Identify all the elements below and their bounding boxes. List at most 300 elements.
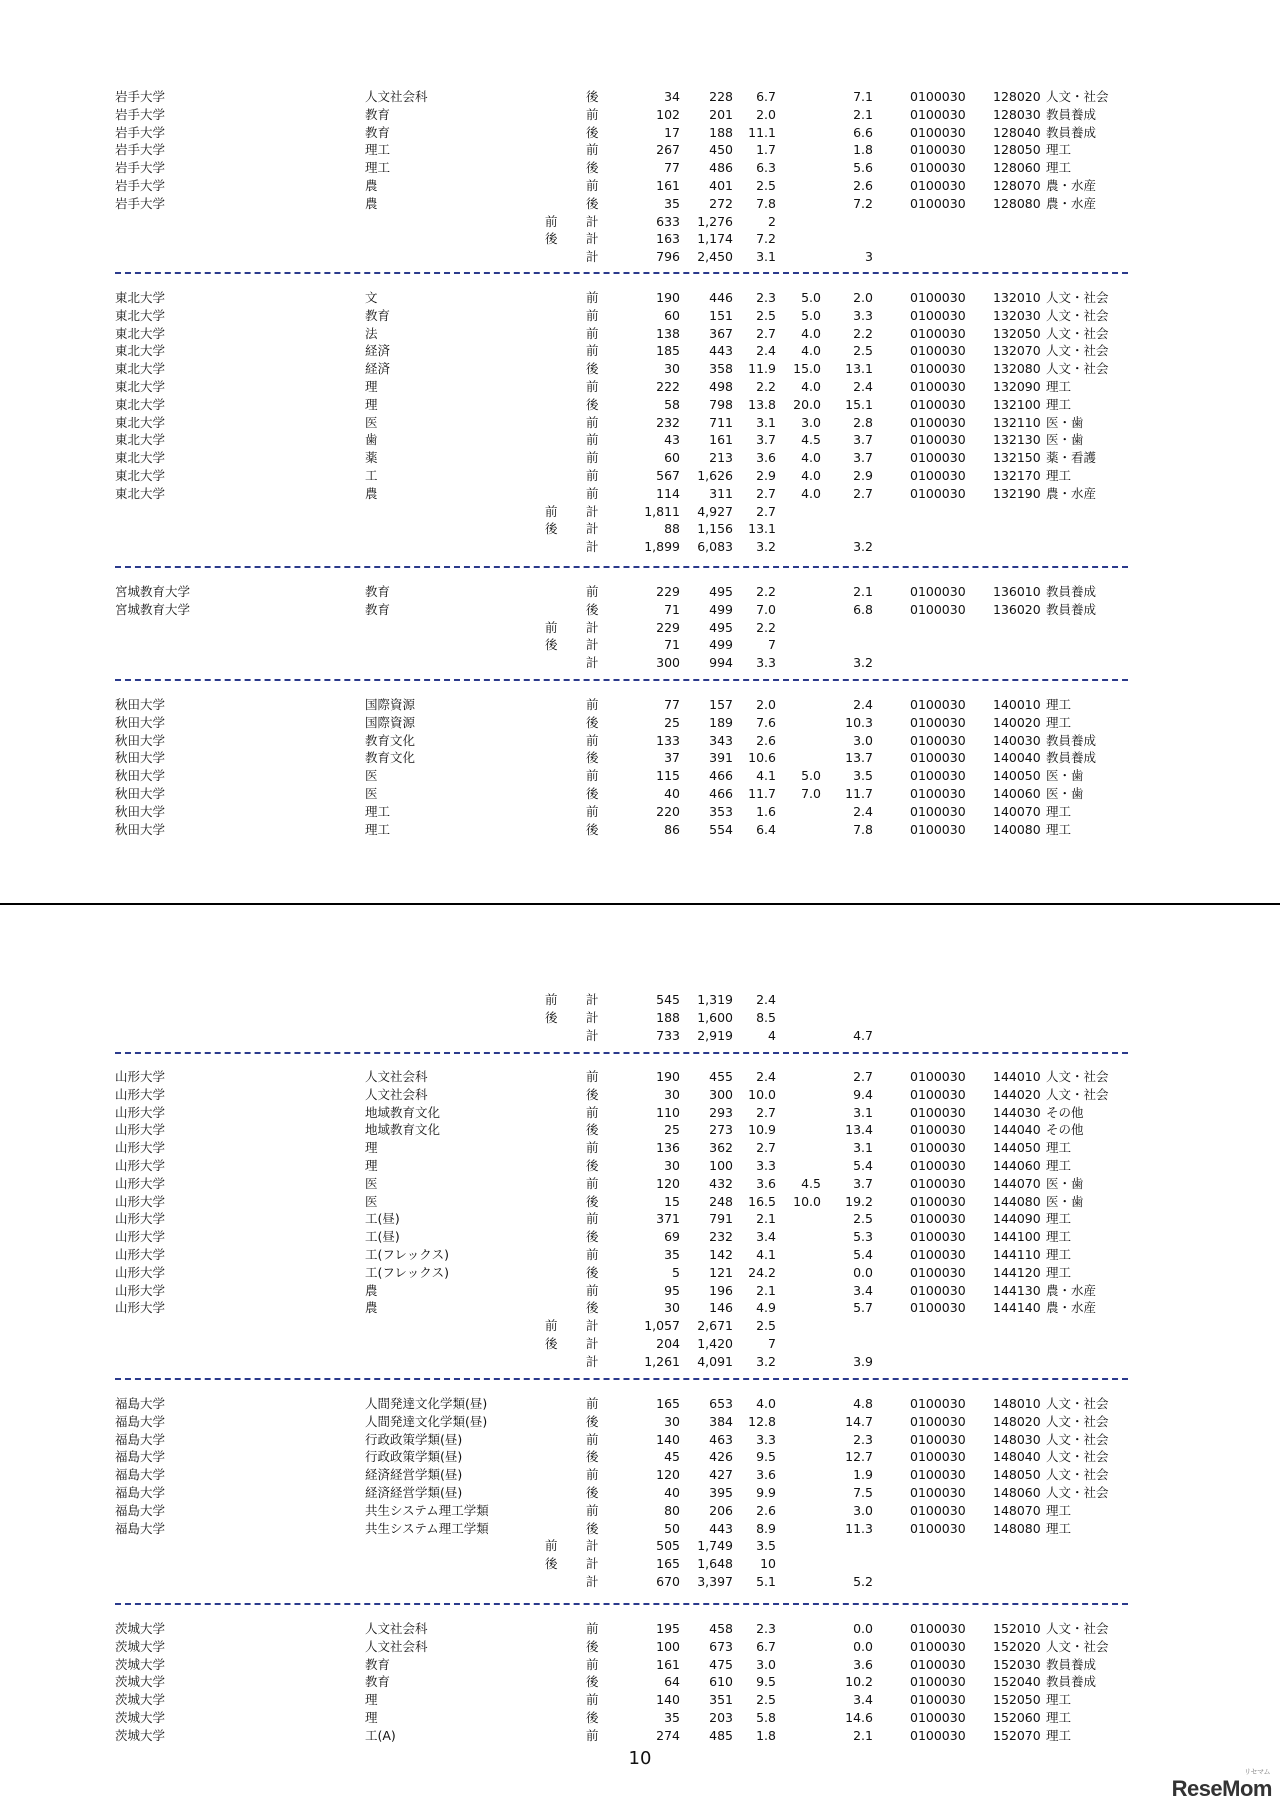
cell-code-2: 128040 bbox=[993, 124, 1041, 140]
cell-ratio-prev: 5.4 bbox=[853, 1247, 873, 1262]
cell-code-1: 0100030 bbox=[910, 1282, 966, 1298]
cell-total-ratio-prev: 5.2 bbox=[853, 1574, 873, 1589]
cell-capacity: 30 bbox=[664, 1158, 680, 1173]
cell-capacity: 86 bbox=[664, 821, 680, 837]
table-row bbox=[0, 325, 1280, 343]
cell-ratio-prev: 4.8 bbox=[853, 1396, 873, 1411]
cell-applicants: 293 bbox=[709, 1104, 733, 1120]
cell-university: 福島大学 bbox=[115, 1431, 166, 1447]
cell-ratio: 11.7 bbox=[748, 786, 776, 801]
cell-code-1: 0100030 bbox=[910, 361, 966, 377]
cell-university: 秋田大学 bbox=[115, 714, 166, 730]
cell-schedule: 前 bbox=[586, 1467, 599, 1483]
cell-ratio-prev: 10.3 bbox=[845, 714, 873, 730]
cell-faculty: 農 bbox=[365, 1300, 378, 1316]
total-row bbox=[0, 1335, 1280, 1353]
cell-university: 山形大学 bbox=[115, 1247, 166, 1262]
cell-field: 農・水産 bbox=[1046, 485, 1097, 501]
cell-faculty: 理工 bbox=[365, 160, 391, 176]
cell-field: 理工 bbox=[1046, 142, 1072, 158]
cell-field: 理工 bbox=[1046, 160, 1072, 176]
cell-field: 教員養成 bbox=[1046, 1674, 1097, 1690]
cell-ratio: 2.4 bbox=[756, 1069, 776, 1084]
table-row bbox=[0, 696, 1280, 714]
cell-ratio: 2.5 bbox=[756, 178, 776, 193]
cell-total-label: 計 bbox=[586, 503, 599, 519]
cell-ratio-prev: 3.7 bbox=[853, 450, 873, 466]
table-row bbox=[0, 414, 1280, 432]
cell-capacity: 80 bbox=[664, 1502, 680, 1518]
cell-code-1: 0100030 bbox=[910, 750, 966, 766]
cell-schedule: 前 bbox=[586, 1621, 599, 1636]
table-row bbox=[0, 177, 1280, 195]
cell-ratio-prev: 3.1 bbox=[853, 1140, 873, 1156]
table-row bbox=[0, 1656, 1280, 1674]
cell-applicants: 711 bbox=[709, 414, 733, 430]
cell-total-schedule: 前 bbox=[545, 992, 558, 1007]
cell-total-capacity: 670 bbox=[656, 1574, 680, 1589]
cell-code-2: 148080 bbox=[993, 1520, 1041, 1536]
cell-ratio-prev: 5.7 bbox=[853, 1300, 873, 1316]
table-row bbox=[0, 1228, 1280, 1246]
logo-text: ReseMom bbox=[1171, 1776, 1272, 1801]
cell-schedule: 前 bbox=[586, 1656, 599, 1672]
cell-code-2: 144030 bbox=[993, 1104, 1041, 1120]
cell-total-capacity: 1,899 bbox=[644, 539, 680, 555]
cell-schedule: 前 bbox=[586, 1069, 599, 1084]
cell-faculty: 理 bbox=[365, 1158, 378, 1173]
cell-ratio-prev: 1.9 bbox=[853, 1467, 873, 1483]
group-separator bbox=[115, 566, 1128, 568]
table-row bbox=[0, 1448, 1280, 1466]
cell-ratio-prev: 12.7 bbox=[845, 1449, 873, 1465]
table-row bbox=[0, 1264, 1280, 1282]
group-separator bbox=[115, 679, 1128, 681]
cell-schedule: 前 bbox=[586, 1104, 599, 1120]
cell-total-ratio-prev: 3 bbox=[865, 249, 873, 265]
cell-total-applicants: 1,420 bbox=[697, 1336, 733, 1351]
cell-applicants: 300 bbox=[709, 1086, 733, 1102]
cell-faculty: 教育 bbox=[365, 601, 391, 617]
cell-faculty: 教育 bbox=[365, 124, 391, 140]
cell-total-schedule: 前 bbox=[545, 1318, 558, 1334]
cell-applicants: 1,626 bbox=[697, 468, 733, 483]
cell-code-2: 148040 bbox=[993, 1449, 1041, 1465]
cell-code-2: 148060 bbox=[993, 1485, 1041, 1500]
cell-capacity: 17 bbox=[664, 124, 680, 140]
cell-total-label: 計 bbox=[586, 1353, 599, 1369]
cell-schedule: 前 bbox=[586, 1282, 599, 1298]
cell-code-1: 0100030 bbox=[910, 290, 966, 305]
cell-total-ratio: 4 bbox=[768, 1027, 776, 1043]
cell-applicants: 485 bbox=[709, 1727, 733, 1743]
cell-ratio-prev: 2.5 bbox=[853, 343, 873, 359]
cell-university: 茨城大学 bbox=[115, 1674, 166, 1690]
cell-university: 東北大学 bbox=[115, 450, 166, 466]
cell-schedule: 前 bbox=[586, 1211, 599, 1227]
table-row bbox=[0, 1620, 1280, 1638]
cell-total-capacity: 204 bbox=[656, 1336, 680, 1351]
cell-applicants: 458 bbox=[709, 1621, 733, 1636]
page-break-line bbox=[0, 903, 1280, 905]
table-row bbox=[0, 1502, 1280, 1520]
cell-total-capacity: 1,261 bbox=[644, 1353, 680, 1369]
total-row bbox=[0, 1317, 1280, 1335]
cell-code-2: 140050 bbox=[993, 768, 1041, 784]
cell-capacity: 25 bbox=[664, 1122, 680, 1138]
cell-code-2: 132030 bbox=[993, 307, 1041, 323]
cell-capacity: 274 bbox=[656, 1727, 680, 1743]
cell-ratio-prev: 2.4 bbox=[853, 697, 873, 712]
cell-university: 岩手大学 bbox=[115, 142, 166, 158]
cell-total-ratio: 13.1 bbox=[748, 521, 776, 537]
cell-applicants: 188 bbox=[709, 124, 733, 140]
cell-code-1: 0100030 bbox=[910, 468, 966, 483]
cell-code-1: 0100030 bbox=[910, 786, 966, 801]
cell-university: 山形大学 bbox=[115, 1193, 166, 1209]
cell-schedule: 後 bbox=[586, 396, 599, 412]
cell-ratio-prev: 9.4 bbox=[853, 1086, 873, 1102]
cell-total-label: 計 bbox=[586, 637, 599, 653]
cell-code-2: 144050 bbox=[993, 1140, 1041, 1156]
cell-capacity: 220 bbox=[656, 803, 680, 819]
cell-total-schedule: 後 bbox=[545, 231, 558, 247]
cell-total-label: 計 bbox=[586, 1538, 599, 1554]
group-separator bbox=[115, 272, 1128, 274]
cell-total-applicants: 2,671 bbox=[697, 1318, 733, 1334]
cell-schedule: 前 bbox=[586, 1692, 599, 1708]
cell-total-schedule: 後 bbox=[545, 1336, 558, 1351]
cell-total-capacity: 633 bbox=[656, 213, 680, 229]
resemom-logo bbox=[1171, 1769, 1272, 1802]
cell-applicants: 466 bbox=[709, 786, 733, 801]
cell-ratio-prev-cutoff: 4.5 bbox=[801, 432, 821, 448]
page-number: 10 bbox=[628, 1748, 652, 1769]
cell-faculty: 国際資源 bbox=[365, 714, 416, 730]
cell-capacity: 64 bbox=[664, 1674, 680, 1690]
cell-field: 教員養成 bbox=[1046, 1656, 1097, 1672]
cell-faculty: 工 bbox=[365, 468, 378, 483]
cell-ratio: 3.4 bbox=[756, 1229, 776, 1245]
cell-total-ratio: 7.2 bbox=[756, 231, 776, 247]
cell-total-ratio: 2.4 bbox=[756, 992, 776, 1007]
cell-ratio-prev-cutoff: 5.0 bbox=[801, 290, 821, 305]
cell-applicants: 161 bbox=[709, 432, 733, 448]
cell-ratio-prev: 13.4 bbox=[845, 1122, 873, 1138]
cell-total-ratio: 3.5 bbox=[756, 1538, 776, 1554]
cell-schedule: 前 bbox=[586, 142, 599, 158]
table-row bbox=[0, 1691, 1280, 1709]
cell-code-1: 0100030 bbox=[910, 1449, 966, 1465]
table-row bbox=[0, 88, 1280, 106]
cell-faculty: 人文社会科 bbox=[365, 1086, 428, 1102]
cell-capacity: 30 bbox=[664, 1413, 680, 1429]
cell-total-label: 計 bbox=[586, 521, 599, 537]
cell-schedule: 前 bbox=[586, 325, 599, 341]
cell-field: 教員養成 bbox=[1046, 124, 1097, 140]
cell-code-2: 128060 bbox=[993, 160, 1041, 176]
table-row bbox=[0, 1282, 1280, 1300]
cell-applicants: 362 bbox=[709, 1140, 733, 1156]
cell-ratio-prev-cutoff: 3.0 bbox=[801, 414, 821, 430]
cell-faculty: 理工 bbox=[365, 821, 391, 837]
cell-field: 医・歯 bbox=[1046, 786, 1084, 801]
cell-code-1: 0100030 bbox=[910, 1656, 966, 1672]
cell-ratio-prev: 2.8 bbox=[853, 414, 873, 430]
cell-capacity: 115 bbox=[656, 768, 680, 784]
cell-ratio: 10.9 bbox=[748, 1122, 776, 1138]
cell-total-ratio: 2.2 bbox=[756, 619, 776, 635]
cell-field: 人文・社会 bbox=[1046, 1069, 1109, 1084]
cell-faculty: 農 bbox=[365, 485, 378, 501]
table-row bbox=[0, 195, 1280, 213]
cell-field: 教員養成 bbox=[1046, 106, 1097, 122]
cell-capacity: 161 bbox=[656, 1656, 680, 1672]
cell-schedule: 前 bbox=[586, 432, 599, 448]
table-row bbox=[0, 1520, 1280, 1538]
cell-total-ratio: 3.2 bbox=[756, 539, 776, 555]
cell-ratio-prev-cutoff: 4.0 bbox=[801, 468, 821, 483]
cell-applicants: 499 bbox=[709, 601, 733, 617]
cell-total-schedule: 前 bbox=[545, 213, 558, 229]
cell-total-label: 計 bbox=[586, 655, 599, 671]
cell-total-label: 計 bbox=[586, 539, 599, 555]
cell-code-1: 0100030 bbox=[910, 1211, 966, 1227]
cell-university: 福島大学 bbox=[115, 1396, 166, 1411]
cell-total-applicants: 495 bbox=[709, 619, 733, 635]
cell-code-2: 132150 bbox=[993, 450, 1041, 466]
cell-total-applicants: 1,174 bbox=[697, 231, 733, 247]
cell-applicants: 791 bbox=[709, 1211, 733, 1227]
cell-applicants: 455 bbox=[709, 1069, 733, 1084]
cell-university: 福島大学 bbox=[115, 1467, 166, 1483]
cell-code-1: 0100030 bbox=[910, 697, 966, 712]
cell-total-applicants: 499 bbox=[709, 637, 733, 653]
cell-university: 山形大学 bbox=[115, 1175, 166, 1191]
cell-code-1: 0100030 bbox=[910, 803, 966, 819]
cell-code-1: 0100030 bbox=[910, 195, 966, 211]
cell-faculty: 工(A) bbox=[365, 1727, 396, 1743]
cell-faculty: 人文社会科 bbox=[365, 1069, 428, 1084]
cell-ratio: 16.5 bbox=[748, 1193, 776, 1209]
cell-field: 人文・社会 bbox=[1046, 1431, 1109, 1447]
cell-total-applicants: 1,276 bbox=[697, 213, 733, 229]
cell-ratio: 9.9 bbox=[756, 1485, 776, 1500]
cell-university: 山形大学 bbox=[115, 1104, 166, 1120]
cell-applicants: 426 bbox=[709, 1449, 733, 1465]
table-row bbox=[0, 1210, 1280, 1228]
cell-faculty: 理工 bbox=[365, 803, 391, 819]
cell-field: 理工 bbox=[1046, 1229, 1072, 1245]
cell-applicants: 157 bbox=[709, 697, 733, 712]
cell-applicants: 201 bbox=[709, 106, 733, 122]
cell-total-schedule: 後 bbox=[545, 1009, 558, 1025]
cell-university: 岩手大学 bbox=[115, 124, 166, 140]
table-row bbox=[0, 1139, 1280, 1157]
cell-field: 人文・社会 bbox=[1046, 89, 1109, 104]
cell-total-applicants: 4,927 bbox=[697, 503, 733, 519]
table-row bbox=[0, 1104, 1280, 1122]
cell-ratio: 1.8 bbox=[756, 1727, 776, 1743]
cell-ratio: 3.3 bbox=[756, 1431, 776, 1447]
cell-total-applicants: 6,083 bbox=[697, 539, 733, 555]
cell-code-2: 152020 bbox=[993, 1638, 1041, 1654]
cell-schedule: 前 bbox=[586, 1247, 599, 1262]
cell-total-capacity: 71 bbox=[664, 637, 680, 653]
cell-code-1: 0100030 bbox=[910, 1158, 966, 1173]
cell-ratio: 4.9 bbox=[756, 1300, 776, 1316]
cell-code-1: 0100030 bbox=[910, 1104, 966, 1120]
cell-total-ratio: 7 bbox=[768, 1336, 776, 1351]
cell-capacity: 25 bbox=[664, 714, 680, 730]
cell-code-2: 144110 bbox=[993, 1247, 1041, 1262]
cell-code-1: 0100030 bbox=[910, 1247, 966, 1262]
cell-total-ratio: 3.1 bbox=[756, 249, 776, 265]
cell-ratio-prev: 6.6 bbox=[853, 124, 873, 140]
cell-ratio: 8.9 bbox=[756, 1520, 776, 1536]
cell-applicants: 432 bbox=[709, 1175, 733, 1191]
cell-applicants: 401 bbox=[709, 178, 733, 193]
cell-ratio: 12.8 bbox=[748, 1413, 776, 1429]
cell-code-2: 152040 bbox=[993, 1674, 1041, 1690]
cell-ratio-prev: 5.6 bbox=[853, 160, 873, 176]
cell-ratio-prev: 3.3 bbox=[853, 307, 873, 323]
cell-code-1: 0100030 bbox=[910, 1502, 966, 1518]
cell-schedule: 後 bbox=[586, 160, 599, 176]
cell-faculty: 教育文化 bbox=[365, 732, 416, 748]
cell-schedule: 後 bbox=[586, 714, 599, 730]
cell-field: 人文・社会 bbox=[1046, 1086, 1109, 1102]
cell-code-2: 144130 bbox=[993, 1282, 1041, 1298]
cell-university: 山形大学 bbox=[115, 1158, 166, 1173]
cell-code-2: 128020 bbox=[993, 89, 1041, 104]
cell-ratio: 6.7 bbox=[756, 89, 776, 104]
cell-capacity: 60 bbox=[664, 450, 680, 466]
cell-code-1: 0100030 bbox=[910, 1140, 966, 1156]
cell-total-label: 計 bbox=[586, 1556, 599, 1572]
cell-faculty: 工(昼) bbox=[365, 1229, 400, 1245]
cell-faculty: 経済経営学類(昼) bbox=[365, 1467, 463, 1483]
cell-faculty: 教育 bbox=[365, 1674, 391, 1690]
cell-code-1: 0100030 bbox=[910, 1413, 966, 1429]
total-row bbox=[0, 1027, 1280, 1045]
cell-code-1: 0100030 bbox=[910, 1086, 966, 1102]
cell-capacity: 195 bbox=[656, 1621, 680, 1636]
cell-field: 理工 bbox=[1046, 1211, 1072, 1227]
cell-code-1: 0100030 bbox=[910, 768, 966, 784]
cell-ratio-prev: 10.2 bbox=[845, 1674, 873, 1690]
cell-ratio-prev: 3.1 bbox=[853, 1104, 873, 1120]
cell-schedule: 前 bbox=[586, 1431, 599, 1447]
cell-code-2: 144080 bbox=[993, 1193, 1041, 1209]
cell-schedule: 後 bbox=[586, 601, 599, 617]
cell-ratio: 2.5 bbox=[756, 1692, 776, 1708]
cell-schedule: 後 bbox=[586, 124, 599, 140]
group-separator bbox=[115, 1052, 1128, 1054]
table-row bbox=[0, 767, 1280, 785]
cell-applicants: 343 bbox=[709, 732, 733, 748]
cell-code-1: 0100030 bbox=[910, 714, 966, 730]
cell-code-1: 0100030 bbox=[910, 1520, 966, 1536]
cell-ratio: 24.2 bbox=[748, 1264, 776, 1280]
cell-ratio-prev: 11.7 bbox=[845, 786, 873, 801]
cell-capacity: 35 bbox=[664, 195, 680, 211]
cell-total-ratio: 5.1 bbox=[756, 1574, 776, 1589]
cell-total-ratio-prev: 3.2 bbox=[853, 655, 873, 671]
cell-ratio: 4.1 bbox=[756, 1247, 776, 1262]
cell-ratio: 7.0 bbox=[756, 601, 776, 617]
table-row bbox=[0, 714, 1280, 732]
cell-total-ratio: 3.3 bbox=[756, 655, 776, 671]
cell-ratio: 2.0 bbox=[756, 697, 776, 712]
cell-faculty: 工(フレックス) bbox=[365, 1247, 450, 1262]
cell-schedule: 後 bbox=[586, 361, 599, 377]
cell-field: 理工 bbox=[1046, 379, 1072, 394]
cell-ratio: 2.3 bbox=[756, 290, 776, 305]
cell-applicants: 248 bbox=[709, 1193, 733, 1209]
cell-schedule: 後 bbox=[586, 821, 599, 837]
table-row bbox=[0, 159, 1280, 177]
cell-ratio-prev: 0.0 bbox=[853, 1638, 873, 1654]
table-row bbox=[0, 732, 1280, 750]
cell-field: 教員養成 bbox=[1046, 732, 1097, 748]
cell-faculty: 教育文化 bbox=[365, 750, 416, 766]
cell-field: 教員養成 bbox=[1046, 584, 1097, 599]
cell-university: 茨城大学 bbox=[115, 1656, 166, 1672]
cell-capacity: 165 bbox=[656, 1396, 680, 1411]
cell-applicants: 121 bbox=[709, 1264, 733, 1280]
cell-university: 岩手大学 bbox=[115, 178, 166, 193]
cell-ratio: 4.1 bbox=[756, 768, 776, 784]
cell-university: 岩手大学 bbox=[115, 160, 166, 176]
cell-ratio: 9.5 bbox=[756, 1449, 776, 1465]
cell-total-capacity: 163 bbox=[656, 231, 680, 247]
cell-ratio: 2.7 bbox=[756, 325, 776, 341]
cell-code-2: 132050 bbox=[993, 325, 1041, 341]
cell-ratio-prev: 2.4 bbox=[853, 379, 873, 394]
cell-faculty: 理 bbox=[365, 1140, 378, 1156]
table-row bbox=[0, 1466, 1280, 1484]
cell-faculty: 教育 bbox=[365, 307, 391, 323]
cell-university: 山形大学 bbox=[115, 1211, 166, 1227]
cell-schedule: 前 bbox=[586, 468, 599, 483]
cell-ratio-prev: 7.1 bbox=[853, 89, 873, 104]
cell-code-2: 152030 bbox=[993, 1656, 1041, 1672]
total-row bbox=[0, 1009, 1280, 1027]
cell-schedule: 前 bbox=[586, 803, 599, 819]
cell-capacity: 43 bbox=[664, 432, 680, 448]
cell-university: 山形大学 bbox=[115, 1264, 166, 1280]
total-row bbox=[0, 1555, 1280, 1573]
cell-schedule: 後 bbox=[586, 1122, 599, 1138]
cell-schedule: 後 bbox=[586, 1413, 599, 1429]
cell-field: 教員養成 bbox=[1046, 601, 1097, 617]
cell-faculty: 理 bbox=[365, 396, 378, 412]
cell-capacity: 190 bbox=[656, 1069, 680, 1084]
cell-schedule: 後 bbox=[586, 1710, 599, 1725]
cell-total-capacity: 1,811 bbox=[644, 503, 680, 519]
cell-capacity: 40 bbox=[664, 1485, 680, 1500]
table-row bbox=[0, 1431, 1280, 1449]
total-row bbox=[0, 213, 1280, 231]
cell-capacity: 15 bbox=[664, 1193, 680, 1209]
cell-code-1: 0100030 bbox=[910, 1621, 966, 1636]
cell-applicants: 798 bbox=[709, 396, 733, 412]
cell-code-2: 148050 bbox=[993, 1467, 1041, 1483]
cell-total-capacity: 796 bbox=[656, 249, 680, 265]
cell-capacity: 133 bbox=[656, 732, 680, 748]
cell-code-2: 140070 bbox=[993, 803, 1041, 819]
